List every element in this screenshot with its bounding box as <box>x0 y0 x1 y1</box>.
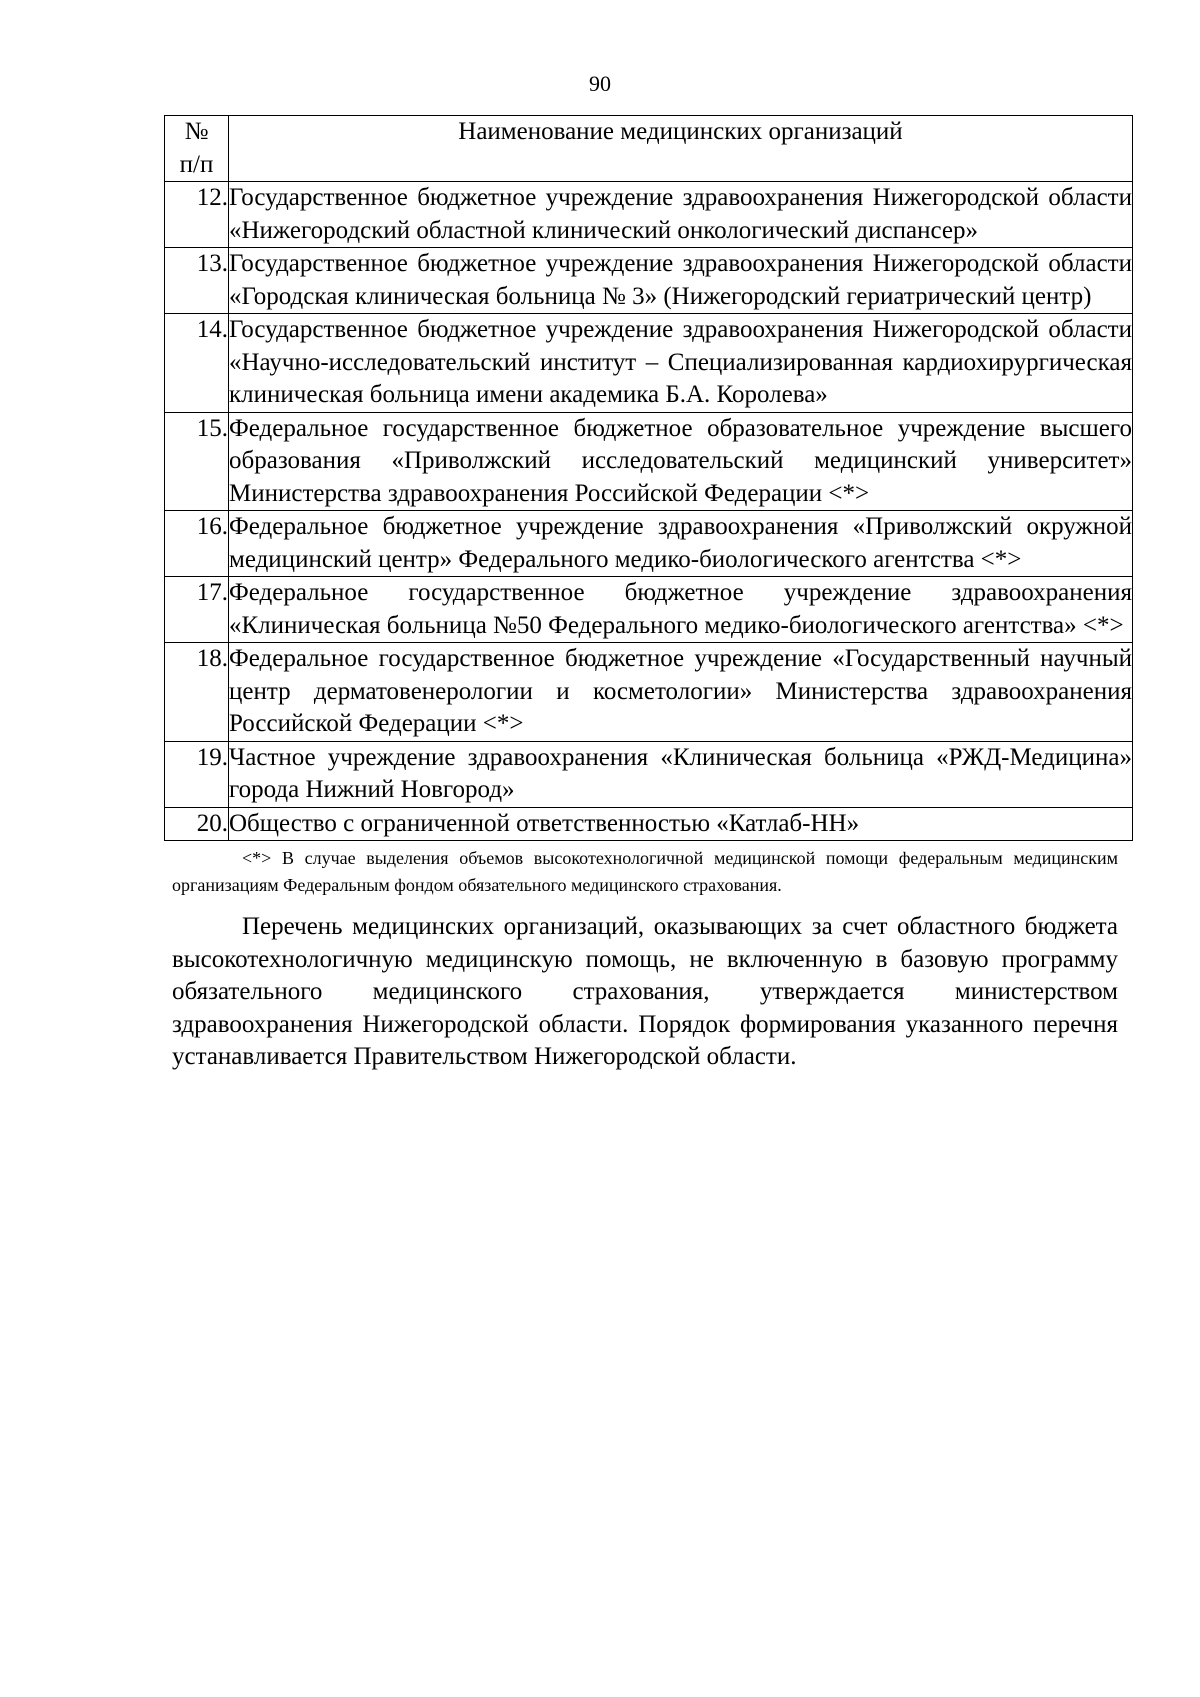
table-row <box>165 412 1133 511</box>
column-header-number-line1: № <box>184 118 209 145</box>
column-header-number <box>165 116 229 182</box>
row-number: 18. <box>165 643 229 742</box>
organization-name: Государственное бюджетное учреждение здравоохранения Нижегородской области «Научно-исследовательский институт – Специализированная кардиохирургическая клиническая больница имени академика Б.А. Королева» <box>229 314 1133 413</box>
organization-name: Федеральное государственное бюджетное учреждение здравоохранения «Клиническая больница №50 Федерального медико-биологического агентства» <*> <box>229 577 1133 643</box>
row-number: 13. <box>165 248 229 314</box>
table-row <box>165 577 1133 643</box>
row-number: 17. <box>165 577 229 643</box>
table-row <box>165 511 1133 577</box>
table-row <box>165 314 1133 413</box>
body-paragraph: Перечень медицинских организаций, оказывающих за счет областного бюджета высокотехнологичную медицинскую помощь, не включенную в базовую программу обязательного медицинского страхования, утверждается министерством здравоохранения Нижегородской области. Порядок формирования указанного перечня устанавливается Правительством Нижегородской области. <box>172 913 1118 1070</box>
organization-name: Федеральное государственное бюджетное образовательное учреждение высшего образования «Приволжский исследовательский медицинский университет» Министерства здравоохранения Российской Федерации <*> <box>229 412 1133 511</box>
footnote: <*> В случае выделения объемов высокотехнологичной медицинской помощи федеральным медицинским организациям Федеральным фондом обязательного медицинского страхования. <box>172 848 1118 895</box>
page-number: 90 <box>589 71 611 96</box>
column-header-number-line2: п/п <box>179 150 214 178</box>
row-number: 19. <box>165 741 229 807</box>
row-number: 16. <box>165 511 229 577</box>
table-row <box>165 741 1133 807</box>
organization-name: Федеральное бюджетное учреждение здравоохранения «Приволжский окружной медицинский центр» Федерального медико-биологического агентства <*> <box>229 511 1133 577</box>
organization-name: Государственное бюджетное учреждение здравоохранения Нижегородской области «Нижегородский областной клинический онкологический диспансер» <box>229 182 1133 248</box>
organizations-table <box>164 115 1133 841</box>
column-header-name: Наименование медицинских организаций <box>229 116 1133 182</box>
table-row <box>165 248 1133 314</box>
table-row <box>165 643 1133 742</box>
row-number: 20. <box>165 807 229 841</box>
row-number: 15. <box>165 412 229 511</box>
organization-name: Общество с ограниченной ответственностью «Катлаб-НН» <box>229 807 1133 841</box>
table-row <box>165 182 1133 248</box>
organization-name: Государственное бюджетное учреждение здравоохранения Нижегородской области «Городская клиническая больница № 3» (Нижегородский гериатрический центр) <box>229 248 1133 314</box>
table-header-row <box>165 116 1133 182</box>
organization-name: Частное учреждение здравоохранения «Клиническая больница «РЖД-Медицина» города Нижний Новгород» <box>229 741 1133 807</box>
row-number: 12. <box>165 182 229 248</box>
row-number: 14. <box>165 314 229 413</box>
organization-name: Федеральное государственное бюджетное учреждение «Государственный научный центр дерматовенерологии и косметологии» Министерства здравоохранения Российской Федерации <*> <box>229 643 1133 742</box>
table-row <box>165 807 1133 841</box>
